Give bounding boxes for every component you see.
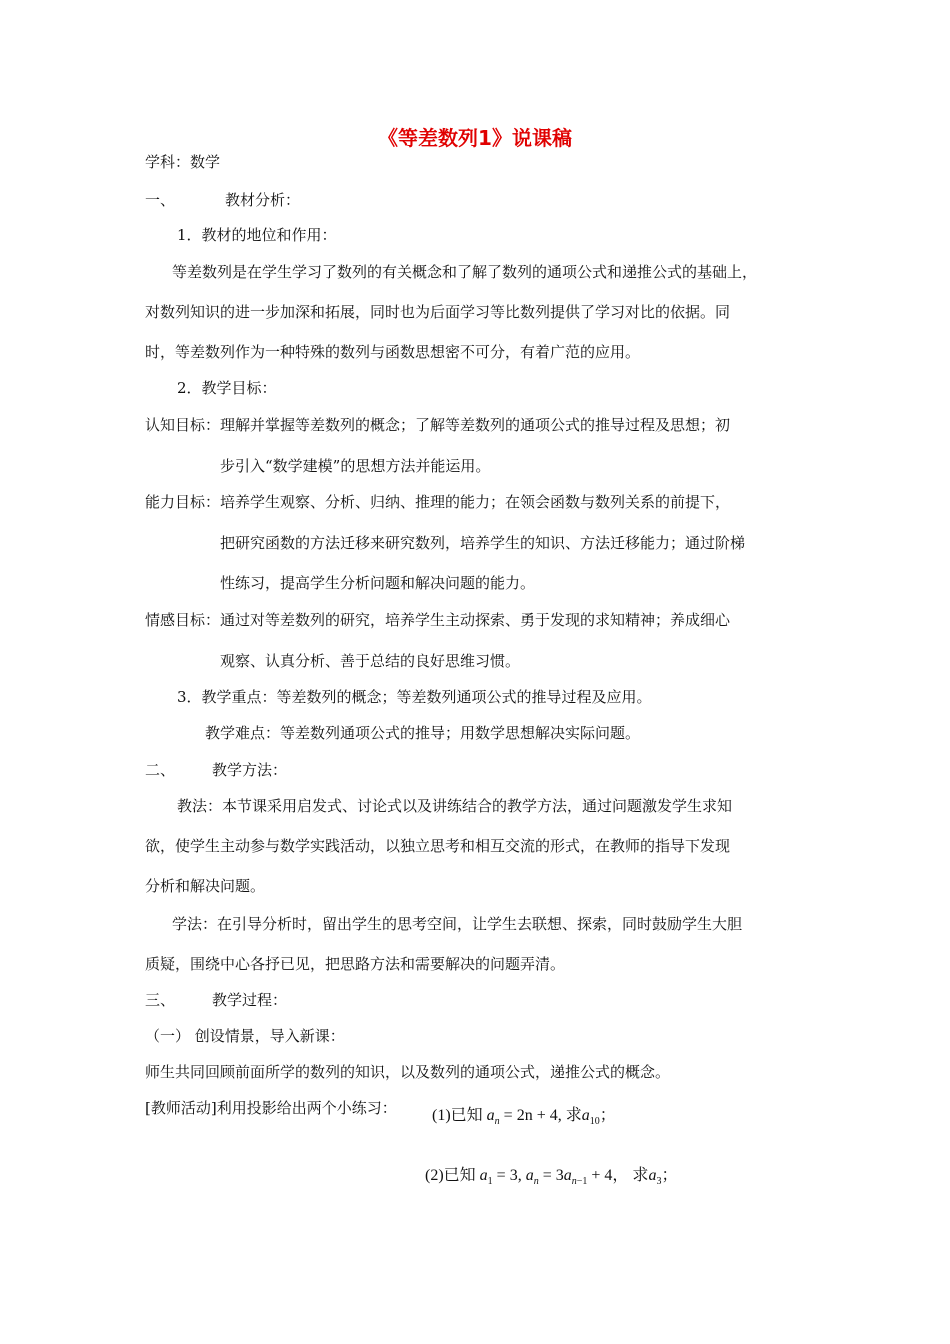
exercise-2-rec: = 3 <box>542 1167 564 1184</box>
cognitive-goal: 认知目标：理解并掌握等差数列的概念；了解等差数列的通项公式的推导过程及思想；初 <box>145 416 731 434</box>
exercise-2: (2)已知 $a_1 = 3$, $a_n = 3a_{n-1} + 4$， 求$a_3$； <box>425 1167 678 1188</box>
teaching-method-cont: 分析和解决问题。 <box>145 877 266 895</box>
teacher-activity: [教师活动]利用投影给出两个小练习： <box>145 1099 397 1117</box>
document-title: 《等差数列1》说课稿 <box>378 126 572 150</box>
paragraph-line: 对数列知识的进一步加深和拓展，同时也为后面学习等比数列提供了学习对比的依据。同 <box>145 303 731 321</box>
exercise-1-ask: 求 <box>565 1107 582 1124</box>
subject-line: 学科：数学 <box>145 153 221 171</box>
paragraph-line: 时，等差数列作为一种特殊的数列与函数思想密不可分，有着广范的应用。 <box>145 343 641 361</box>
exercise-2-comma: ， <box>612 1167 629 1184</box>
learning-method: 学法：在引导分析时，留出学生的思考空间，让学生去联想、探索，同时鼓励学生大胆 <box>172 915 743 933</box>
exercise-1-end: ； <box>599 1107 616 1124</box>
section3-number: 三、 <box>145 991 176 1009</box>
ability-goal-cont: 把研究函数的方法迁移来研究数列，培养学生的知识、方法迁移能力；通过阶梯 <box>220 534 746 552</box>
exercise-1-given: = 2n + 4, <box>503 1107 562 1124</box>
section2-number: 二、 <box>145 761 176 779</box>
difficult-points: 教学难点：等差数列通项公式的推导；用数学思想解决实际问题。 <box>205 724 641 742</box>
paragraph-line: 等差数列是在学生学习了数列的有关概念和了解了数列的通项公式和递推公式的基础上， <box>172 263 758 281</box>
step1-heading: （一） 创设情景，导入新课： <box>145 1027 345 1045</box>
teaching-method-cont: 欲，使学生主动参与数学实践活动，以独立思考和相互交流的形式，在教师的指导下发现 <box>145 837 731 855</box>
emotion-goal: 情感目标：通过对等差数列的研究，培养学生主动探索、勇于发现的求知精神；养成细心 <box>145 611 731 629</box>
emotion-goal-cont: 观察、认真分析、善于总结的良好思维习惯。 <box>220 652 521 670</box>
exercise-2-ask: 求 <box>632 1167 649 1184</box>
teaching-method: 教法：本节课采用启发式、讨论式以及讲练结合的教学方法，通过问题激发学生求知 <box>177 797 733 815</box>
exercise-2-given: = 3, <box>496 1167 522 1184</box>
section1-heading: 教材分析： <box>225 191 301 209</box>
section3-heading: 教学过程： <box>212 991 288 1009</box>
exercise-1-prefix: (1)已知 <box>432 1107 483 1124</box>
section2-heading: 教学方法： <box>212 761 288 779</box>
review-text: 师生共同回顾前面所学的数列的知识，以及数列的通项公式，递推公式的概念。 <box>145 1063 671 1081</box>
subsection-2-heading: 2．教学目标： <box>177 379 277 397</box>
learning-method-cont: 质疑，围绕中心各抒已见，把思路方法和需要解决的问题弄清。 <box>145 955 566 973</box>
ability-goal: 能力目标：培养学生观察、分析、归纳、推理的能力；在领会函数与数列关系的前提下， <box>145 493 731 511</box>
exercise-1: (1)已知 $a_n = 2n + 4$, 求$a_{10}$； <box>432 1107 616 1128</box>
subsection-1-heading: 1．教材的地位和作用： <box>177 226 337 244</box>
math-a: a <box>486 1107 495 1124</box>
key-points: 3．教学重点：等差数列的概念；等差数列通项公式的推导过程及应用。 <box>177 688 652 706</box>
exercise-2-plus: + 4 <box>591 1167 613 1184</box>
section1-number: 一、 <box>145 191 176 209</box>
exercise-2-end: ； <box>661 1167 678 1184</box>
cognitive-goal-cont: 步引入“数学建模”的思想方法并能运用。 <box>220 457 491 475</box>
exercise-2-prefix: (2)已知 <box>425 1167 476 1184</box>
ability-goal-cont: 性练习，提高学生分析问题和解决问题的能力。 <box>220 574 536 592</box>
